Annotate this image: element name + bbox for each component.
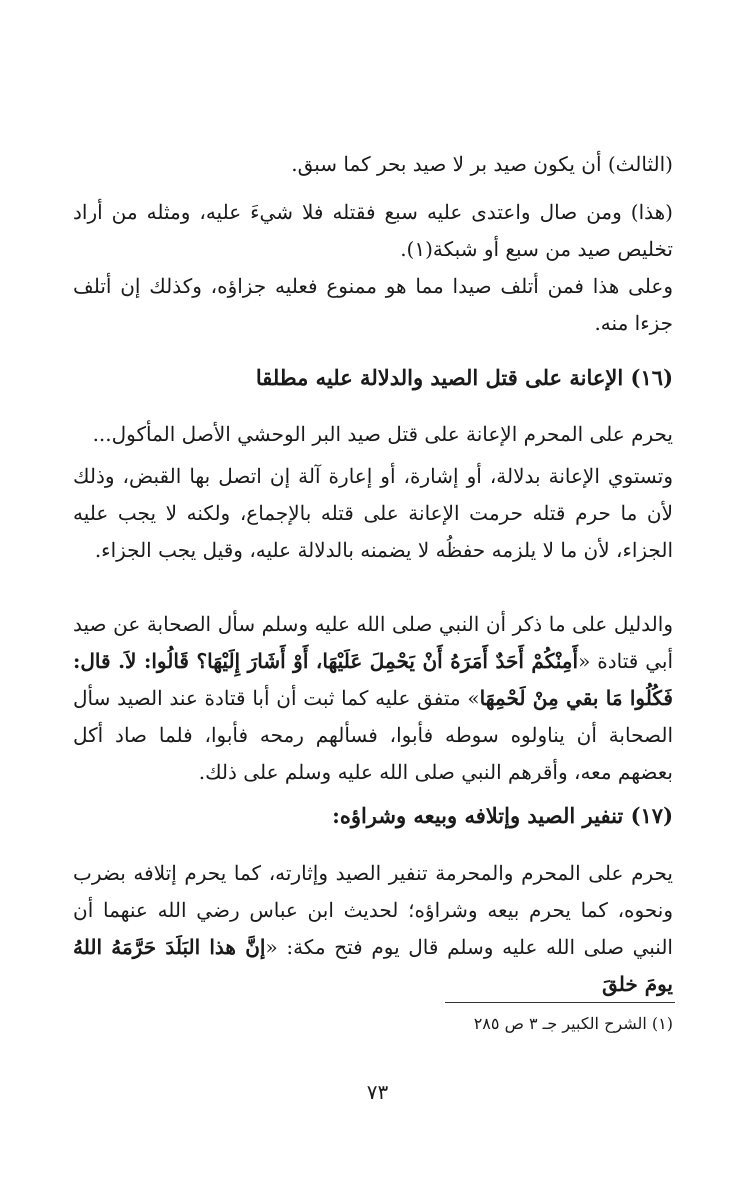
- scaring-text: يحرم على المحرم والمحرمة تنفير الصيد وإثارته، كما يحرم إتلافه بضرب ونحوه، كما يحرم بيعه وشراؤه؛ لحديث ابن عباس رضي الله عنهما أن النبي صلى الله عليه وسلم قال يوم فتح مكة: «: [73, 861, 673, 959]
- evidence-text-start: والدليل على ما ذكر أن النبي صلى الله عليه وسلم سأل الصحابة عن صيد أبي قتادة «: [73, 612, 674, 673]
- paragraph-third-condition: (الثالث) أن يكون صيد بر لا صيد بحر كما سبق.: [291, 152, 673, 176]
- paragraph-equal-assistance-text: وتستوي الإعانة بدلالة، أو إشارة، أو إعارة آلة إن اتصل بها القبض، وذلك لأن ما حرم قتله حرمت الإعانة على قتله بالإجماع، ولكنه لا يجب عليه الجزاء، لأن ما لا يلزمه حفظُه لا يضمنه بالدلالة عليه، وقيل يجب الجزاء.: [73, 464, 673, 562]
- footnote-divider: [445, 1002, 675, 1003]
- heading-section-16: (١٦) الإعانة على قتل الصيد والدلالة عليه مطلقا: [255, 365, 673, 390]
- page-number: ٧٣: [366, 1080, 389, 1104]
- paragraph-attacked-by-predator: (هذا) ومن صال واعتدى عليه سبع فقتله فلا شيءَ عليه، ومثله من أراد تخليص صيد من سبع أو شبكة(١).: [73, 200, 673, 261]
- heading-section-17: (١٧) تنفير الصيد وإتلافه وبيعه وشراؤه:: [332, 803, 673, 828]
- paragraph-equal-assistance: [73, 458, 673, 569]
- hadith-quote: أَمِنْكُمْ أَحَدٌ أَمَرَهُ أَنْ يَحْمِلَ عَلَيْهَا، أَوْ أَشَارَ إِلَيْهَا؟ قَالُوا: لاَ. قال: فَكُلُوا مَا بقي مِنْ لَحْمِهَا: [73, 649, 673, 710]
- paragraph-destroying-game: وعلى هذا فمن أتلف صيدا مما هو ممنوع فعليه جزاؤه، وكذلك إن أتلف جزءا منه.: [73, 274, 673, 335]
- footnote: (١) الشرح الكبير جـ ٣ ص ٢٨٥: [473, 1014, 673, 1033]
- evidence-text-end: » متفق عليه كما ثبت أن أبا قتادة عند الصيد سأل الصحابة أن يناولوه سوطه فأبوا، فسألهم رمحه فأبوا، فلما صاد أكل بعضهم معه، وأقرهم النبي صلى الله عليه وسلم على ذلك.: [73, 686, 673, 784]
- paragraph-scaring-game: [73, 855, 673, 1003]
- paragraph-evidence-abu-qatada: [73, 606, 673, 791]
- paragraph-assisting-killing: يحرم على المحرم الإعانة على قتل صيد البر الوحشي الأصل المأكول...: [92, 422, 673, 446]
- hadith-quote-mecca: إنَّ هذا البَلَدَ حَرَّمَهُ اللهُ يومَ خلقَ: [73, 935, 673, 996]
